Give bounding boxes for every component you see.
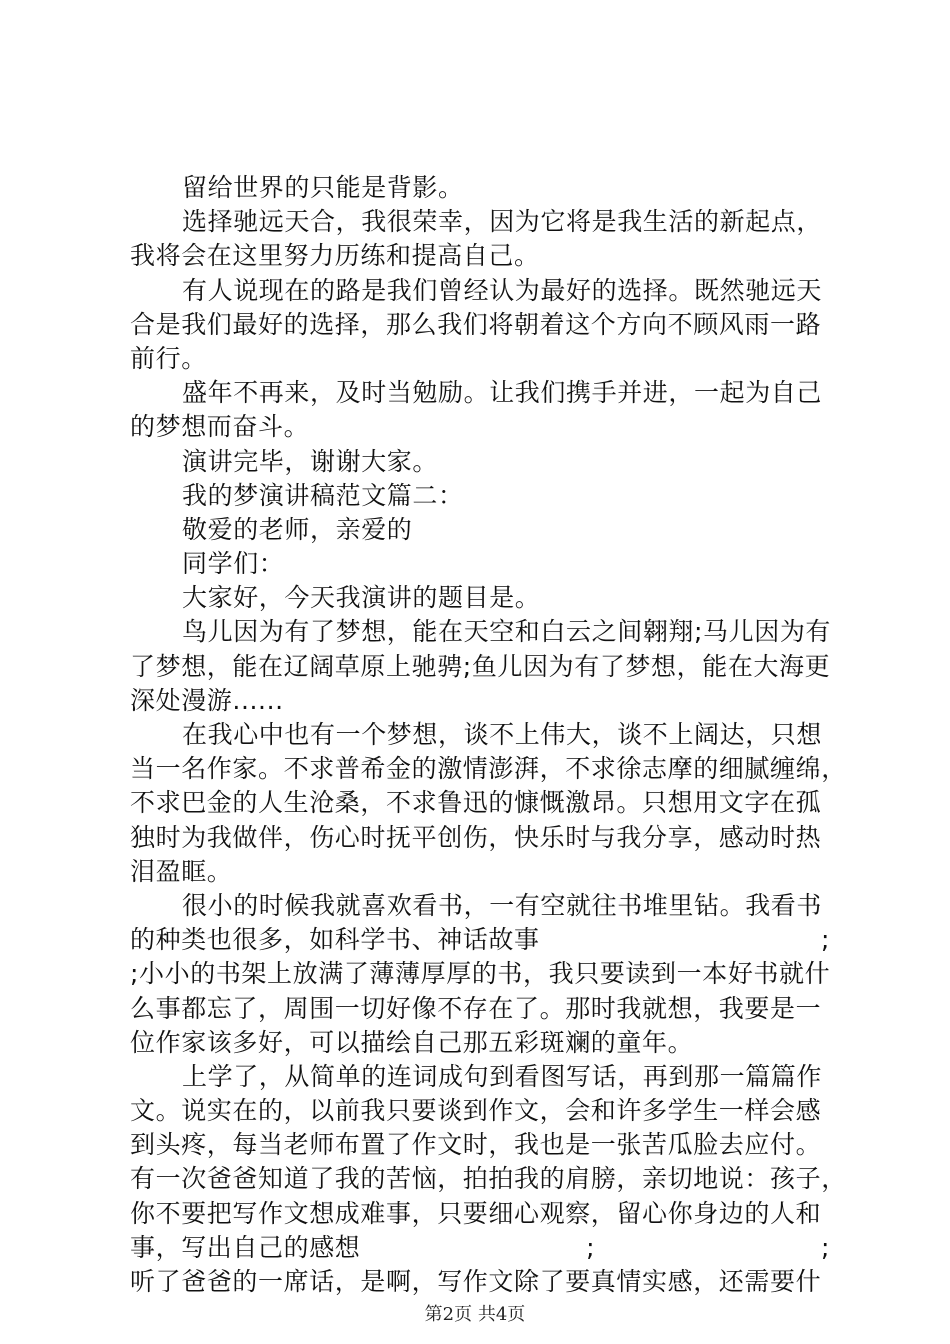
text-line-content: 事，写出自己的感想 xyxy=(130,1232,361,1262)
text-line: 鸟儿因为有了梦想，能在天空和白云之间翱翔;马儿因为有 xyxy=(182,617,832,647)
text-line-content: 的种类也很多，如科学书、神话故事 xyxy=(130,925,540,955)
text-line: 前行。 xyxy=(130,343,207,373)
text-line: 我将会在这里努力历练和提高自己。 xyxy=(130,241,540,271)
page-footer: 第2页 共4页 xyxy=(424,1304,526,1325)
text-line: 当一名作家。不求普希金的激情澎湃，不求徐志摩的细腻缠绵， xyxy=(130,754,847,784)
text-line: 你不要把写作文想成难事，只要细心观察，留心你身边的人和 xyxy=(130,1198,822,1228)
text-line xyxy=(130,923,830,957)
text-line: 选择驰远天合，我很荣幸，因为它将是我生活的新起点， xyxy=(182,207,823,237)
text-line: 在我心中也有一个梦想，谈不上伟大，谈不上阔达，只想 xyxy=(182,720,823,749)
text-line: 合是我们最好的选择，那么我们将朝着这个方向不顾风雨一路 xyxy=(130,309,822,339)
text-line: 盛年不再来，及时当勉励。让我们携手并进，一起为自己 xyxy=(182,378,823,408)
text-line: 文。说实在的，以前我只要谈到作文，会和许多学生一样会感 xyxy=(130,1096,822,1126)
text-line: 有人说现在的路是我们曾经认为最好的选择。既然驰远天 xyxy=(182,275,823,305)
text-line-tail: ; xyxy=(820,925,830,955)
text-line: 位作家该多好，可以描绘自己那五彩斑斓的童年。 xyxy=(130,1027,694,1057)
text-line: 敬爱的老师，亲爱的 xyxy=(182,514,413,544)
text-line: 演讲完毕，谢谢大家。 xyxy=(182,446,439,476)
text-line: 很小的时候我就喜欢看书，一有空就往书堆里钻。我看书 xyxy=(182,890,823,920)
text-line: 到头疼，每当老师布置了作文时，我也是一张苦瓜脸去应付。 xyxy=(130,1130,822,1160)
text-line: 么事都忘了，周围一切好像不存在了。那时我就想，我要是一 xyxy=(130,993,822,1023)
text-line: 泪盈眶。 xyxy=(130,856,233,886)
text-line xyxy=(130,1231,830,1265)
text-line: 深处漫游...... xyxy=(130,685,284,715)
text-line-mid: ; xyxy=(586,1232,596,1262)
text-line: 了梦想，能在辽阔草原上驰骋;鱼儿因为有了梦想，能在大海更 xyxy=(130,651,831,681)
text-line: 不求巴金的人生沧桑，不求鲁迅的慷慨激昂。只想用文字在孤 xyxy=(130,788,822,818)
text-line: 独时为我做伴，伤心时抚平创伤，快乐时与我分享，感动时热 xyxy=(130,822,822,852)
text-line: ;小小的书架上放满了薄薄厚厚的书，我只要读到一本好书就什 xyxy=(130,959,831,989)
text-line-tail: ; xyxy=(820,1232,830,1262)
text-line: 的梦想而奋斗。 xyxy=(130,412,310,442)
text-line: 同学们： xyxy=(182,549,285,579)
text-line: 我的梦演讲稿范文篇二： xyxy=(182,480,464,510)
body-text xyxy=(130,171,847,1299)
text-line: 上学了，从简单的连词成句到看图写话，再到那一篇篇作 xyxy=(182,1061,823,1091)
text-line: 大家好，今天我演讲的题目是。 xyxy=(182,583,541,613)
text-line: 有一次爸爸知道了我的苦恼，拍拍我的肩膀，亲切地说：孩子， xyxy=(130,1164,847,1194)
text-line: 听了爸爸的一席话，是啊，写作文除了要真情实感，还需要什 xyxy=(130,1267,822,1296)
text-line: 留给世界的只能是背影。 xyxy=(182,173,464,202)
